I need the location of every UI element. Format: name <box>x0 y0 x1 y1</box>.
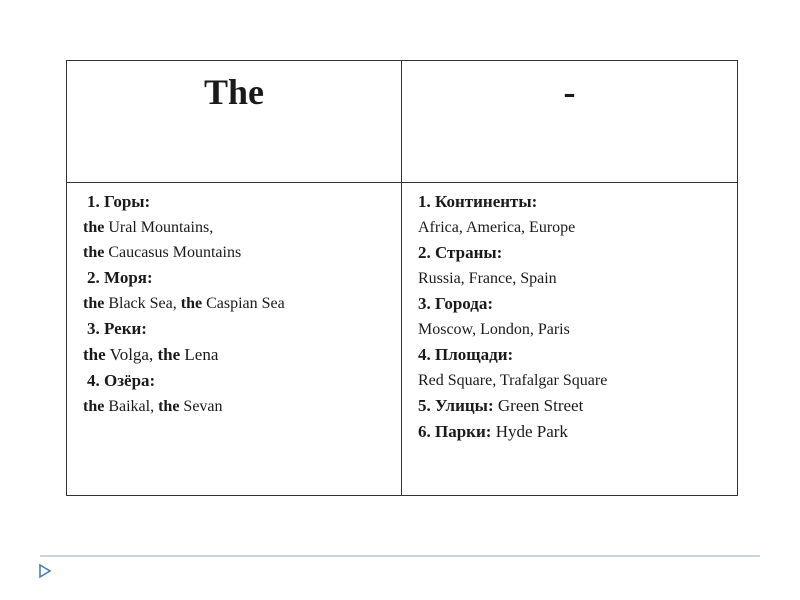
table-body-row <box>67 183 738 496</box>
example-text: Caspian Sea <box>202 295 285 312</box>
example-line <box>83 342 401 368</box>
example-text: Sevan <box>179 398 223 415</box>
example-line <box>83 291 401 316</box>
article-word: the <box>83 219 105 236</box>
category-title <box>418 393 737 419</box>
category-title <box>83 265 401 291</box>
right-column <box>402 183 738 496</box>
category-title <box>418 291 737 317</box>
category-label: 5. Улицы: <box>418 396 494 415</box>
example-text: Baikal, <box>104 398 159 415</box>
article-word: the <box>83 244 105 261</box>
category-value: Green Street <box>497 396 584 415</box>
category-value: Hyde Park <box>495 422 568 441</box>
example-line <box>418 317 737 342</box>
article-word: the <box>158 398 180 415</box>
table-header-row <box>67 61 738 183</box>
category-label: 3. Реки: <box>87 319 147 338</box>
example-line <box>418 266 737 291</box>
example-text: Africa, America, Europe <box>418 219 576 236</box>
example-text: Ural Mountains, <box>104 219 214 236</box>
example-text: Volga, <box>105 345 158 364</box>
example-text: Lena <box>180 345 219 364</box>
footer-divider <box>40 555 760 557</box>
category-label: 1. Континенты: <box>418 192 538 211</box>
articles-table <box>66 60 738 496</box>
example-text: Moscow, London, Paris <box>418 321 570 338</box>
category-title <box>83 189 401 215</box>
example-text: Black Sea, <box>104 295 181 312</box>
article-word: the <box>83 398 105 415</box>
category-label: 1. Горы: <box>87 192 151 211</box>
category-label: 4. Площади: <box>418 345 514 364</box>
article-word: the <box>157 345 181 364</box>
category-title <box>83 368 401 394</box>
category-label: 6. Парки: <box>418 422 492 441</box>
left-column <box>67 183 402 496</box>
header-no-article: - <box>402 61 738 183</box>
category-title <box>83 316 401 342</box>
example-line <box>418 215 737 240</box>
example-line <box>83 240 401 265</box>
example-text: Russia, France, Spain <box>418 270 557 287</box>
category-label: 2. Страны: <box>418 243 503 262</box>
category-title <box>418 189 737 215</box>
example-line <box>83 215 401 240</box>
category-label: 3. Города: <box>418 294 494 313</box>
category-title <box>418 240 737 266</box>
triangle-right-icon <box>38 563 52 579</box>
article-word: the <box>83 295 105 312</box>
header-the: The <box>67 61 402 183</box>
example-line <box>83 394 401 419</box>
category-label: 2. Моря: <box>87 268 153 287</box>
category-title <box>418 419 737 445</box>
example-line <box>418 368 737 393</box>
example-text: Red Square, Trafalgar Square <box>418 372 608 389</box>
article-word: the <box>83 345 106 364</box>
example-text: Caucasus Mountains <box>104 244 242 261</box>
article-word: the <box>180 295 203 312</box>
category-title <box>418 342 737 368</box>
category-label: 4. Озёра: <box>87 371 156 390</box>
